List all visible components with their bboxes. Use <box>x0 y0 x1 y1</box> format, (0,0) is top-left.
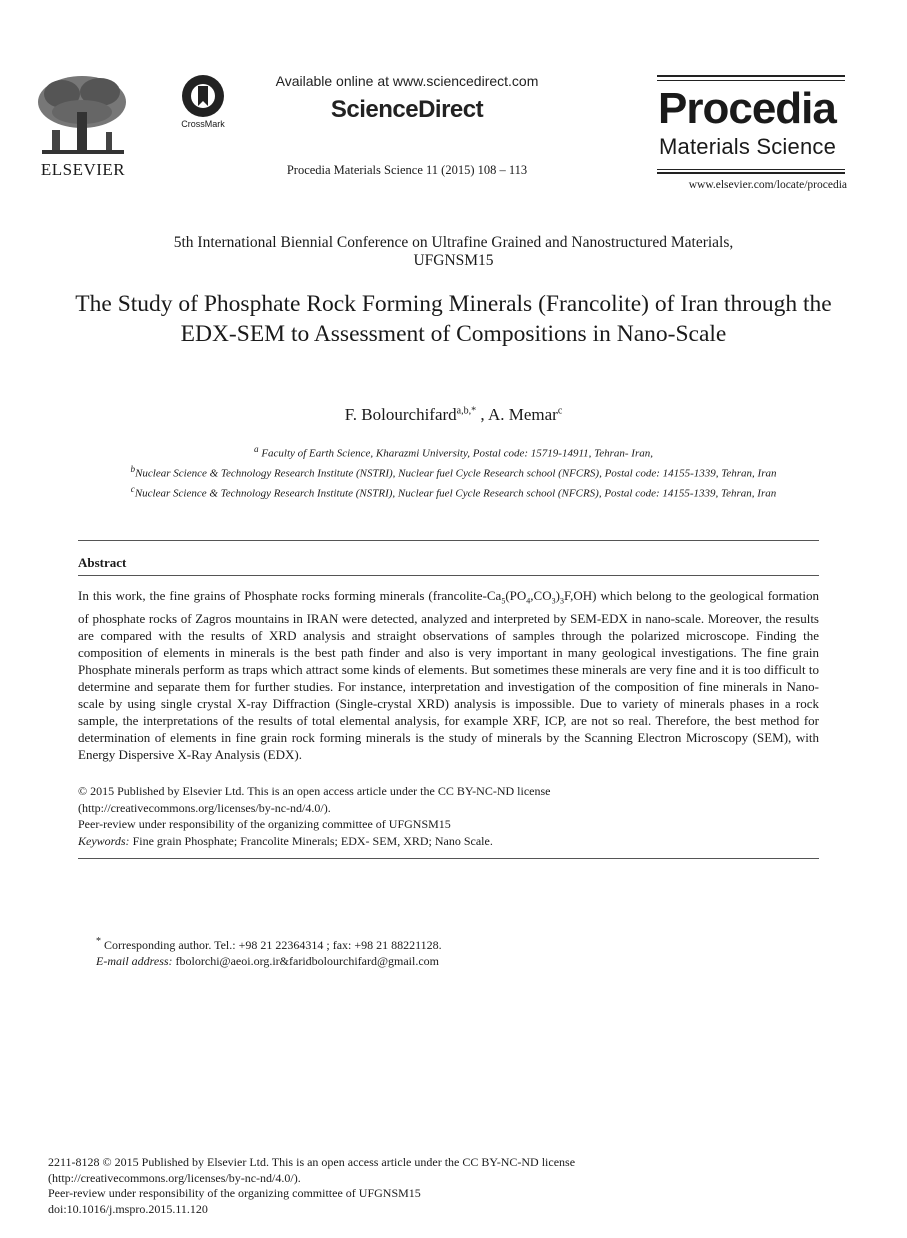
corresponding-text: Corresponding author. Tel.: +98 21 22364314 ; fax: +98 21 88221128. <box>101 938 442 952</box>
affiliation-text: Nuclear Science & Technology Research Institute (NSTRI), Nuclear fuel Cycle Research school (NFCRS), Postal code: 14155-1339, Tehran, Iran <box>134 487 777 500</box>
author-name: F. Bolourchifard <box>344 405 457 424</box>
publisher-name: ELSEVIER <box>40 160 126 179</box>
divider <box>78 540 819 541</box>
author-affiliation-mark: a,b,* <box>456 405 477 417</box>
footer-license-link[interactable]: (http://creativecommons.org/licenses/by-nc-nd/4.0/). <box>48 1170 301 1185</box>
elsevier-logo <box>22 72 144 182</box>
abstract-fragment: (PO <box>505 588 527 603</box>
divider <box>657 172 845 174</box>
crossmark-label: CrossMark <box>181 119 225 129</box>
abstract-fragment: ,CO <box>530 588 552 603</box>
corresponding-footnote <box>96 934 816 969</box>
divider <box>78 575 819 576</box>
license-block <box>78 783 819 849</box>
sciencedirect-brand[interactable]: ScienceDirect <box>330 96 484 123</box>
journal-brand-subtitle: Materials Science <box>659 134 837 159</box>
divider <box>657 80 845 81</box>
affiliation <box>80 482 827 502</box>
subscript: 3 <box>551 596 556 606</box>
keywords-text: Fine grain Phosphate; Francolite Minerals; EDX- SEM, XRD; Nano Scale. <box>129 833 493 848</box>
subscript: 3 <box>559 596 564 606</box>
author-affiliation-mark: c <box>557 405 563 417</box>
affiliation-mark: b <box>130 464 136 475</box>
keywords-label: Keywords: <box>78 833 130 848</box>
journal-reference: Procedia Materials Science 11 (2015) 108 – 113 <box>286 163 528 177</box>
journal-brand-title: Procedia <box>658 84 836 133</box>
abstract-heading: Abstract <box>78 555 127 570</box>
license-link[interactable]: (http://creativecommons.org/licenses/by-nc-nd/4.0/). <box>78 800 331 815</box>
author-separator: , <box>476 405 488 424</box>
footer-peer-review: Peer-review under responsibility of the organizing committee of UFGNSM15 <box>48 1186 421 1200</box>
paper-title: The Study of Phosphate Rock Forming Minerals (Francolite) of Iran through the EDX-SEM to Assessment of Compositions in Nano-Scale <box>75 291 832 347</box>
conference-line: UFGNSM15 <box>413 252 494 269</box>
divider <box>657 75 845 77</box>
divider <box>657 169 845 170</box>
affiliation-list <box>80 442 827 502</box>
divider <box>78 858 819 859</box>
conference-name <box>80 234 827 270</box>
available-online: Available online at www.sciencedirect.com <box>275 73 539 89</box>
license-text: © 2015 Published by Elsevier Ltd. This is an open access article under the CC BY-NC-ND license <box>78 784 551 798</box>
conference-line: 5th International Biennial Conference on Ultrafine Grained and Nanostructured Materials, <box>173 234 734 251</box>
keywords <box>78 833 819 850</box>
email-label: E-mail address: <box>96 954 173 968</box>
affiliation-text: Faculty of Earth Science, Kharazmi University, Postal code: 15719-14911, Tehran- Iran, <box>258 447 653 460</box>
affiliation-mark: c <box>130 484 135 495</box>
affiliation <box>80 442 827 462</box>
issn-copyright: 2211-8128 © 2015 Published by Elsevier Ltd. This is an open access article under the CC BY-NC-ND license <box>48 1155 576 1169</box>
issn-footer <box>48 1155 848 1217</box>
crossmark-badge[interactable] <box>172 74 234 134</box>
footnote-mark: * <box>96 936 101 947</box>
crossmark-icon <box>172 74 234 118</box>
abstract-text <box>78 587 819 764</box>
email-address[interactable]: fbolorchi@aeoi.org.ir&faridbolourchifard@gmail.com <box>172 954 440 968</box>
peer-review-note: Peer-review under responsibility of the organizing committee of UFGNSM15 <box>78 817 451 831</box>
journal-url-link[interactable]: www.elsevier.com/locate/procedia <box>688 179 847 191</box>
abstract-fragment: In this work, the fine grains of Phosphate rocks forming minerals (francolite-Ca <box>78 588 502 603</box>
subscript: 4 <box>526 596 531 606</box>
author-name: A. Memar <box>487 405 558 424</box>
affiliation <box>80 462 827 482</box>
corresponding-author <box>96 934 816 953</box>
elsevier-tree-icon <box>22 72 144 160</box>
author-list <box>100 405 807 425</box>
affiliation-mark: a <box>254 444 259 454</box>
email-line <box>96 953 816 969</box>
doi[interactable]: doi:10.1016/j.mspro.2015.11.120 <box>48 1201 208 1216</box>
abstract-fragment: F,OH) which belong to the geological formation of phosphate rocks of Zagros mountains in IRAN were detected, analyzed and interpreted by SEM-EDX in nano-scale. Moreover, the results are compared with the results of XRD analysis and straight observations of samples through the polarized microscope. Finding the composition of elements in minerals is the best path finder and also is very important in many geological investigations. The fine grain Phosphate minerals perform as traps which attract some kinds of elements. But sometimes these minerals are very fine and it is too difficult to determine and separate them for further studies. For instance, interpretation and investigation of the composition of fine minerals in Nano-scale by using single crystal X-ray Diffraction (Single-crystal XRD) analysis is impossible. Due to variety of minerals phases in a rock sample, the interpretations of the results of total elemental analysis, for example XRF, ICP, are not so real. Therefore, the best method for determination of elements in fine grain rock forming minerals is the study of minerals by the Scanning Electron Microscopy (SEM), with Energy Dispersive X-Ray Analysis (EDX). <box>78 588 819 763</box>
affiliation-text: Nuclear Science & Technology Research Institute (NSTRI), Nuclear fuel Cycle Research school (NFCRS), Postal code: 14155-1339, Tehran, Iran <box>135 467 777 480</box>
abstract-fragment: ) <box>555 588 560 603</box>
subscript: 5 <box>501 596 506 606</box>
